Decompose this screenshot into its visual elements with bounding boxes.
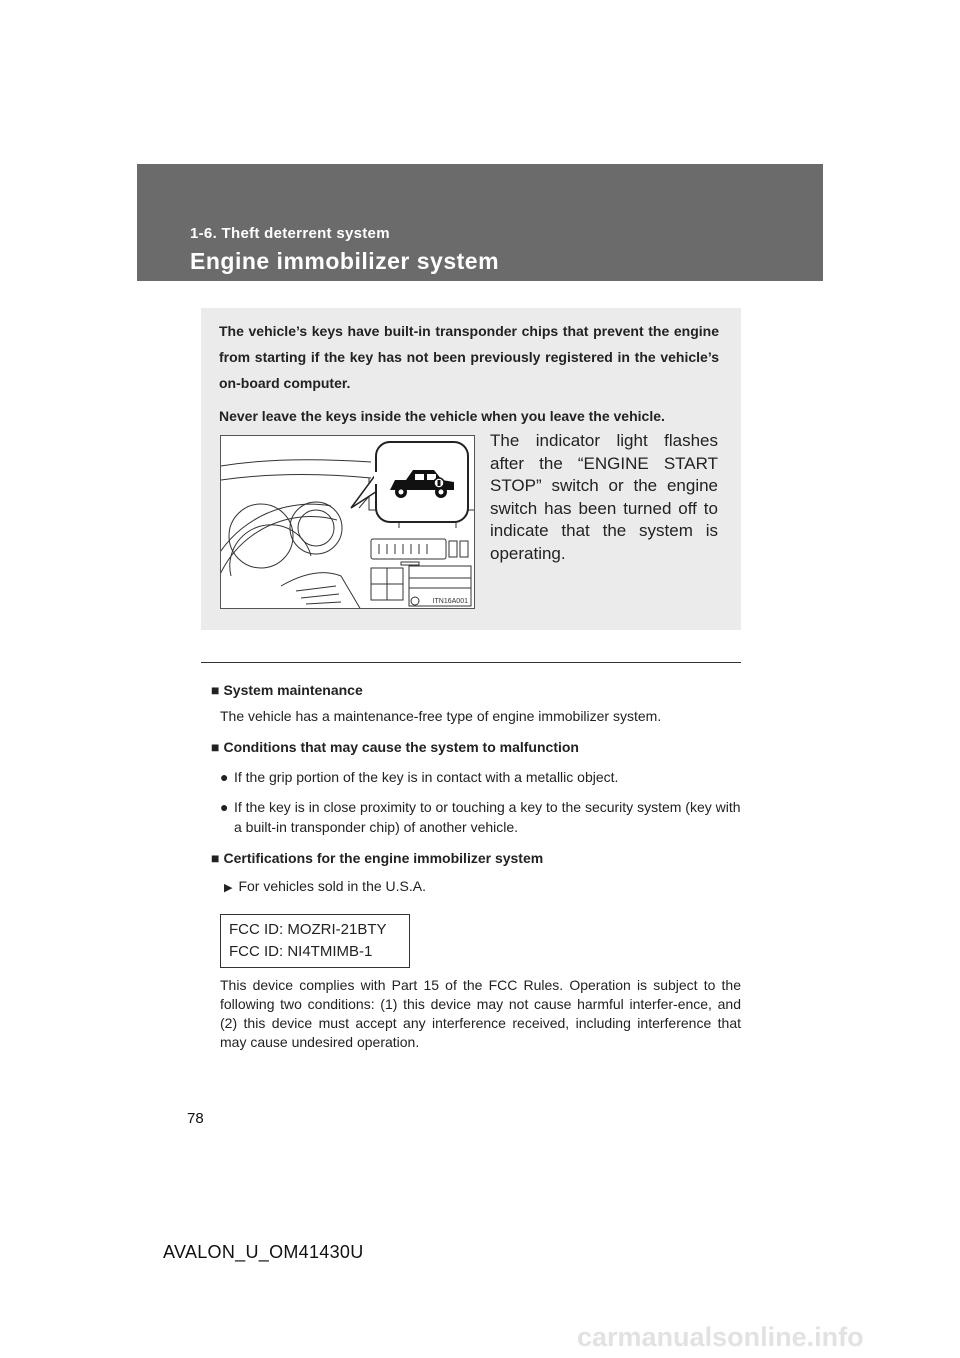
fcc-id: FCC ID: NI4TMIMB-1	[229, 943, 373, 960]
section-label: 1-6. Theft deterrent system	[190, 225, 390, 242]
page-number: 78	[187, 1110, 204, 1127]
manual-code: AVALON_U_OM41430U	[163, 1242, 364, 1262]
fcc-statement: This device complies with Part 15 of the FCC Rules. Operation is subject to the following two conditions: (1) this device may not cause harmful interfer-ence, and (2) this device must accept any interference received, including interference that may cause undesired operation.	[220, 977, 741, 1050]
note-heading-maintenance: ■ System maintenance	[211, 682, 363, 698]
list-item: ● If the grip portion of the key is in contact with a metallic object.	[220, 769, 619, 785]
region-label: ▶ For vehicles sold in the U.S.A.	[224, 878, 426, 894]
fcc-id-box	[220, 914, 410, 968]
illustration-code: ITN16A001	[432, 598, 468, 605]
indicator-description: The indicator light flashes after the “ENGINE START STOP” switch or the engine switch has been turned off to indicate that the system is operating.	[490, 431, 718, 563]
note-body-maintenance: The vehicle has a maintenance-free type of engine immobilizer system.	[220, 708, 662, 724]
page-title: Engine immobilizer system	[190, 248, 500, 274]
fcc-id: FCC ID: MOZRI-21BTY	[229, 921, 387, 938]
circle-bullet-icon: ●	[220, 799, 229, 815]
list-item: ● If the key is in close proximity to or touching a key to the security system (key with a built-in transponder chip) of another vehicle.	[220, 799, 741, 835]
square-bullet-icon: ■	[211, 850, 220, 866]
note-heading-malfunction: ■ Conditions that may cause the system to malfunction	[211, 739, 579, 755]
square-bullet-icon: ■	[211, 739, 220, 755]
notes-section	[211, 680, 741, 1052]
intro-paragraph: The vehicle’s keys have built-in transponder chips that prevent the engine from starting if the key has not been previously registered in the vehicle’s on-board computer.	[219, 323, 719, 391]
note-heading-certifications: ■ Certifications for the engine immobilizer system	[211, 850, 544, 866]
section-divider	[201, 662, 741, 663]
circle-bullet-icon: ●	[220, 769, 229, 785]
triangle-right-icon: ▶	[224, 882, 233, 894]
intro-warning: Never leave the keys inside the vehicle when you leave the vehicle.	[219, 408, 665, 424]
watermark: carmanualsonline.info	[577, 1322, 864, 1352]
intro-text	[219, 318, 719, 429]
square-bullet-icon: ■	[211, 682, 220, 698]
dashboard-illustration	[220, 435, 475, 609]
dashboard-line-drawing	[221, 436, 475, 609]
